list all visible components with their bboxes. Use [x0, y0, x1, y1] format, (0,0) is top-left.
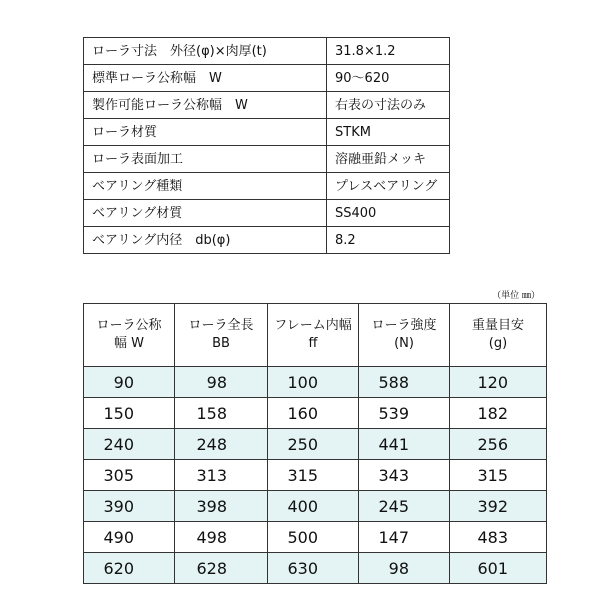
- spec-row: [84, 146, 450, 173]
- table-row: [84, 398, 547, 429]
- roller-strength-cell: 588: [359, 367, 450, 398]
- weight-cell: 392: [450, 491, 547, 522]
- spec-row: [84, 173, 450, 200]
- frame-inner-width-cell: 160: [268, 398, 359, 429]
- spec-label: ベアリング種類: [84, 173, 327, 200]
- spec-label: ローラ表面加工: [84, 146, 327, 173]
- spec-value: プレスベアリング: [327, 173, 450, 200]
- spec-label: 標準ローラ公称幅 W: [84, 65, 327, 92]
- spec-label: 製作可能ローラ公称幅 W: [84, 92, 327, 119]
- spec-value: SS400: [327, 200, 450, 227]
- total-length-cell: 98: [175, 367, 268, 398]
- frame-inner-width-cell: 315: [268, 460, 359, 491]
- frame-inner-width-cell: 250: [268, 429, 359, 460]
- total-length-cell: 158: [175, 398, 268, 429]
- spec-value: 溶融亜鉛メッキ: [327, 146, 450, 173]
- frame-inner-width-cell: 100: [268, 367, 359, 398]
- weight-cell: 182: [450, 398, 547, 429]
- nominal-width-cell: 305: [84, 460, 175, 491]
- spec-label: ローラ寸法 外径(φ)×肉厚(t): [84, 38, 327, 65]
- dimension-table: [83, 303, 547, 584]
- table-row: [84, 367, 547, 398]
- spec-label: ベアリング材質: [84, 200, 327, 227]
- header-nominal-width: ローラ公称 幅 W: [84, 304, 175, 367]
- roller-strength-cell: 245: [359, 491, 450, 522]
- nominal-width-cell: 150: [84, 398, 175, 429]
- total-length-cell: 313: [175, 460, 268, 491]
- spec-row: [84, 200, 450, 227]
- nominal-width-cell: 90: [84, 367, 175, 398]
- table-row: [84, 553, 547, 584]
- weight-cell: 601: [450, 553, 547, 584]
- unit-note: （単位 ㎜）: [492, 291, 540, 301]
- spec-row: [84, 119, 450, 146]
- weight-cell: 256: [450, 429, 547, 460]
- spec-row: [84, 38, 450, 65]
- nominal-width-cell: 240: [84, 429, 175, 460]
- weight-cell: 483: [450, 522, 547, 553]
- weight-cell: 315: [450, 460, 547, 491]
- spec-value: 90～620: [327, 65, 450, 92]
- spec-label: ベアリング内径 db(φ): [84, 227, 327, 254]
- total-length-cell: 248: [175, 429, 268, 460]
- table-row: [84, 491, 547, 522]
- spec-value: 31.8×1.2: [327, 38, 450, 65]
- roller-strength-cell: 343: [359, 460, 450, 491]
- spec-value: 右表の寸法のみ: [327, 92, 450, 119]
- frame-inner-width-cell: 500: [268, 522, 359, 553]
- roller-strength-cell: 147: [359, 522, 450, 553]
- roller-strength-cell: 98: [359, 553, 450, 584]
- spec-label: ローラ材質: [84, 119, 327, 146]
- nominal-width-cell: 490: [84, 522, 175, 553]
- spec-row: [84, 65, 450, 92]
- spec-value: 8.2: [327, 227, 450, 254]
- table-row: [84, 460, 547, 491]
- header-roller-strength: ローラ強度 (N): [359, 304, 450, 367]
- table-row: [84, 429, 547, 460]
- total-length-cell: 628: [175, 553, 268, 584]
- header-total-length: ローラ全長 BB: [175, 304, 268, 367]
- nominal-width-cell: 390: [84, 491, 175, 522]
- nominal-width-cell: 620: [84, 553, 175, 584]
- frame-inner-width-cell: 400: [268, 491, 359, 522]
- header-weight: 重量目安 (g): [450, 304, 547, 367]
- frame-inner-width-cell: 630: [268, 553, 359, 584]
- dimension-header-row: [84, 304, 547, 367]
- table-row: [84, 522, 547, 553]
- spec-row: [84, 92, 450, 119]
- total-length-cell: 498: [175, 522, 268, 553]
- roller-strength-cell: 539: [359, 398, 450, 429]
- total-length-cell: 398: [175, 491, 268, 522]
- weight-cell: 120: [450, 367, 547, 398]
- spec-row: [84, 227, 450, 254]
- header-frame-inner-width: フレーム内幅 ff: [268, 304, 359, 367]
- roller-strength-cell: 441: [359, 429, 450, 460]
- spec-value: STKM: [327, 119, 450, 146]
- spec-table: [83, 37, 450, 254]
